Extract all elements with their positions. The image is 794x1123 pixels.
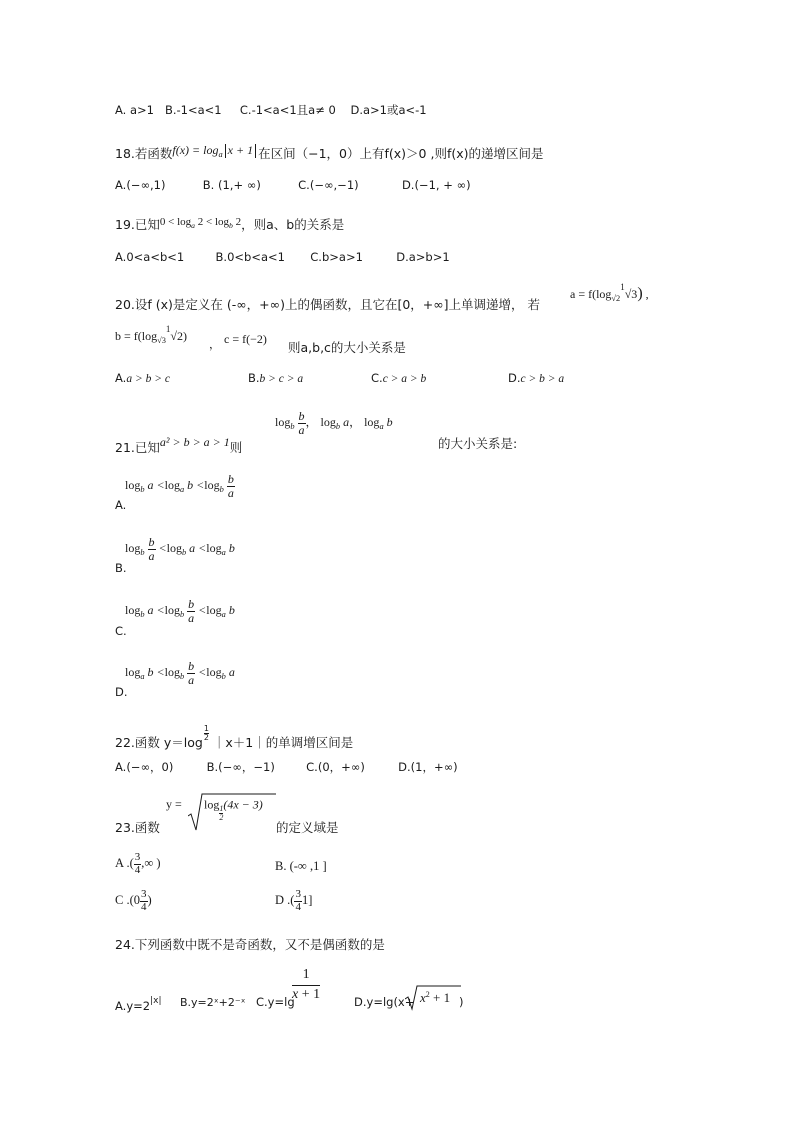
q24-stem: 24.下列函数中既不是奇函数，又不是偶函数的是 [115,937,385,952]
q24-option-b: B.y=2ˣ+2⁻ˣ [180,996,246,1009]
q20-separator: ， [209,337,221,351]
q21-option-a: A. [115,498,127,512]
q19-option-b: B.0<b<a<1 [215,250,285,264]
q22-stem: 22.函数 y＝log $\frac{1}{2}$ ｜x＋1｜的单调增区间是 [115,724,354,750]
q20-options: A.a > b > c [115,371,170,385]
q21-option-b: B. [115,561,127,575]
q23-option-c: C .(0 $\frac{3}{4}$ ) [115,888,152,913]
q19-condition: $0 < \log_a 2 < \log_b 2$ [159,216,242,230]
q17-options [115,104,427,118]
q21-stem-tail: 的大小关系是: [438,436,518,451]
q18-option-c: C.(−∞,−1) [298,178,359,192]
q24-option-d-end: ) [459,995,464,1009]
q22-base: $\frac{1}{2}$ [203,724,209,742]
q21-expressions: $\log_b$ $\frac{b}{a}$ ， $\log_b a$， $\log_a b$ [275,409,393,437]
q23-num: 23.函数 [115,820,160,835]
q23-option-d: D .( $\frac{3}{4}$ 1] [275,888,313,913]
q21-option-d-expr: $\log_a b <\log_b$ $\frac{b}{a}$ $<\log_b$ a [125,659,235,687]
q17-option-a: A. a>1 [115,103,154,117]
q20-b-expression: $b = f(\log_{√3}^1√2)$ [115,324,187,345]
q20-option-a: a > b > c [126,373,170,385]
q18-stem: 18.若函数$f(x) = \log_a x + 1$ 在区间（−1，0）上有f(x)＞0 ,则f(x)的递增区间是 [115,143,544,161]
q21-option-c: C. [115,624,127,638]
q20-stem-tail: 则a,b,c的大小关系是 [288,340,406,355]
q24-option-c: C.y=lg [256,995,295,1009]
q21-condition: a² > b > a > 1 [159,435,230,449]
q18-option-b: B. (1,+ ∞) [202,178,261,192]
q19-option-c: C.b>a>1 [310,250,363,264]
q23-y: y = [166,797,182,811]
q23-radicand: log $\frac{1}{2}$ (4x − 3) [204,797,263,822]
q22-option-b: B.(−∞，−1) [206,760,275,774]
q23-option-b: B. (-∞ ,1 ] [275,859,327,873]
q20-option-c: c > a > b [382,373,427,385]
q18-options [115,179,471,193]
q18-option-a: A.(−∞,1) [115,178,166,192]
q20-c-expression: c = f(−2) [224,332,267,346]
q18-option-d: D.(−1, + ∞) [401,178,471,192]
document-page: A. a>1 B.-1<a<1 C.-1<a<1且a≠ 0 D.a>1或a<-1 18.若函数$f(x) = \log_a x + 1$ 在区间（−1，0）上有f(x)＞0 ,则f(x)的递增区间是 A.(−∞,1) B. (1,+ ∞) C.(−∞,−1) D.(−1, + ∞) 19.已知$0 < \log_a 2 < \log_b 2$，则a、b的关系是 A.0<a<b<1 B.0<b<a<1 C.b>a>1 D.a>b>1 20.设f (x)是定义在 (-∞，+∞)上的偶函数，且它在[0，+∞]上单调递增， 若 $a = f(\log_{√2}^1√3)$ , $b = f(\log_{√3}^1√2)$ ， c = f(−2) 则a,b,c的大小关系是 A.a > b > c B.b > c > a C.c > a > b D.c > b > a 21.已知a² > b > a > 1则 $\log_b$ $\frac{b}{a}$ ， $\log_b a$， $\log_a b$ 的大小关系是: $\log_b a <\log_a$ $b <\log_b$ $\frac{b}{a}$ A. $\log_b$ $\frac{b}{a}$ $<\log_b$ $a <\log_a$ b B. $\log_b a <\log_b$ $\frac{b}{a}$ $<\log_a$ b C. $\log_a b <\log_b$ $\frac{b}{a}$ $<\log_b$ a D. 22.函数 y＝log $\frac{1}{2}$ ｜x＋1｜的单调增区间是 A.(−∞，0) B.(−∞，−1) C.(0，+∞) D.(1，+∞) y = log $\frac{1}{2}$ (4x − 3) 23.函数 的定义域是 A .( $\frac{3}{4}$ ,∞ ) B. (-∞ ,1 ] C .(0 $\frac{3}{4}$ ) D .( $\frac{3}{4}$ 1] 24.下列函数中既不是奇函数，又不是偶函数的是 $A.y=2^{|x|}$ B.y=2ˣ+2⁻ˣ C.y=lg $\frac{1}{x + 1}$ D.y=lg(x+ $x^2 + 1$ ) [0,0,794,1123]
q22-option-a: A.(−∞，0) [115,760,174,774]
q23-tail: 的定义域是 [276,820,339,835]
q18-function: $f(x) = \log_a x + 1$ [172,143,258,157]
q19-stem: 19.已知$0 < \log_a 2 < \log_b 2$，则a、b的关系是 [115,216,345,232]
q20-option-b: b > c > a [259,373,304,385]
q20-stem-line1: 20.设f (x)是定义在 (-∞，+∞)上的偶函数，且它在[0，+∞]上单调递增， 若 [115,297,541,312]
q23-option-a: A .( $\frac{3}{4}$ ,∞ ) [115,851,161,876]
q20-option-d: c > b > a [520,373,565,385]
q21-stem: 21.已知a² > b > a > 1则 [115,435,243,455]
q22-option-c: C.(0，+∞) [306,760,365,774]
q24-option-d-radicand: $x^2 + 1$ [420,990,451,1005]
q20-a-expression: $a = f(\log_{√2}^1√3)$ , [570,282,649,303]
q19-option-a: A.0<a<b<1 [115,250,185,264]
q24-option-d: D.y=lg(x+ [354,995,415,1009]
q17-option-b: B.-1<a<1 [164,103,222,117]
q24-option-c-fraction: $\frac{1}{x + 1}$ [292,967,321,1002]
q21-option-a-expr: $\log_b a <\log_a$ $b <\log_b$ $\frac{b}{a}$ [125,472,234,500]
q19-options [115,251,450,265]
q24-option-a: $A.y=2^{|x|}$ [115,996,162,1013]
q21-option-d: D. [115,685,128,699]
q17-option-d: D.a>1或a<-1 [350,103,427,117]
q21-option-b-expr: $\log_b$ $\frac{b}{a}$ $<\log_b$ $a <\log_a$ b [125,535,235,563]
q21-option-c-expr: $\log_b a <\log_b$ $\frac{b}{a}$ $<\log_a$ b [125,597,235,625]
q22-options [115,761,458,775]
q22-option-d: D.(1，+∞) [398,760,458,774]
q19-option-d: D.a>b>1 [396,250,450,264]
q17-option-c: C.-1<a<1且a≠ 0 [239,103,336,117]
